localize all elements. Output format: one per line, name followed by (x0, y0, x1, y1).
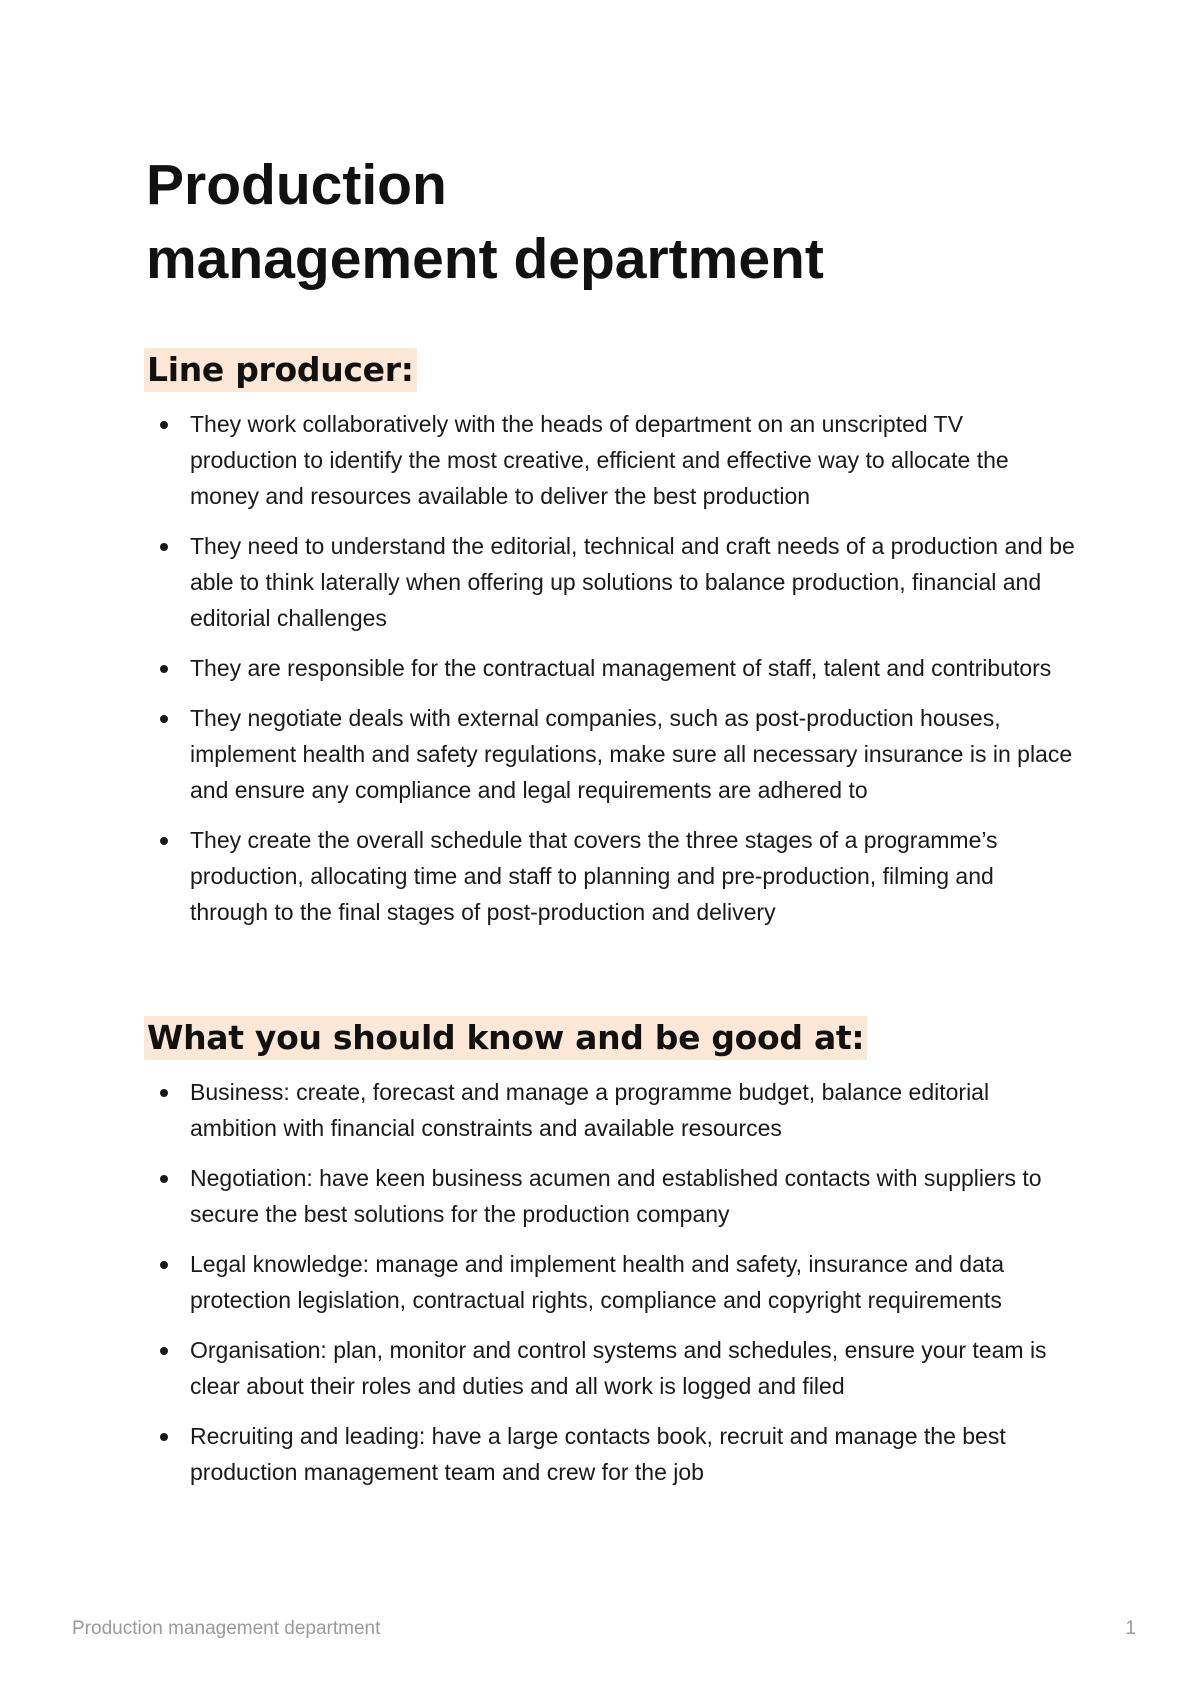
section-heading: Line producer: (144, 348, 417, 392)
document-title-line-2: management department (146, 227, 824, 291)
list-item: Negotiation: have keen business acumen and established contacts with suppliers to secure the best solutions for the production company (146, 1160, 1076, 1232)
list-item: Legal knowledge: manage and implement health and safety, insurance and data protection legislation, contractual rights, compliance and copyright requirements (146, 1246, 1076, 1318)
document-title-line-1: Production (146, 153, 447, 217)
footer-title: Production management department (72, 1618, 381, 1639)
bullet-list (146, 1074, 1076, 1490)
list-item: They are responsible for the contractual management of staff, talent and contributors (146, 650, 1076, 686)
list-item: They create the overall schedule that covers the three stages of a programme’s production, allocating time and staff to planning and pre-production, filming and through to the final stages of post-production and delivery (146, 822, 1076, 930)
section-skills (146, 1016, 1076, 1490)
document-title (146, 148, 1076, 296)
list-item: They need to understand the editorial, technical and craft needs of a production and be able to think laterally when offering up solutions to balance production, financial and editorial challenges (146, 528, 1076, 636)
page-number: 1 (1125, 1618, 1136, 1639)
section-heading: What you should know and be good at: (144, 1016, 867, 1060)
list-item: Business: create, forecast and manage a programme budget, balance editorial ambition with financial constraints and available resources (146, 1074, 1076, 1146)
section-line-producer (146, 348, 1076, 930)
list-item: Organisation: plan, monitor and control systems and schedules, ensure your team is clear about their roles and duties and all work is logged and filed (146, 1332, 1076, 1404)
list-item: They negotiate deals with external companies, such as post-production houses, implement health and safety regulations, make sure all necessary insurance is in place and ensure any compliance and legal requirements are adhered to (146, 700, 1076, 808)
document-content (146, 148, 1076, 1504)
bullet-list (146, 406, 1076, 930)
list-item: Recruiting and leading: have a large contacts book, recruit and manage the best production management team and crew for the job (146, 1418, 1076, 1490)
list-item: They work collaboratively with the heads of department on an unscripted TV production to identify the most creative, efficient and effective way to allocate the money and resources available to deliver the best production (146, 406, 1076, 514)
